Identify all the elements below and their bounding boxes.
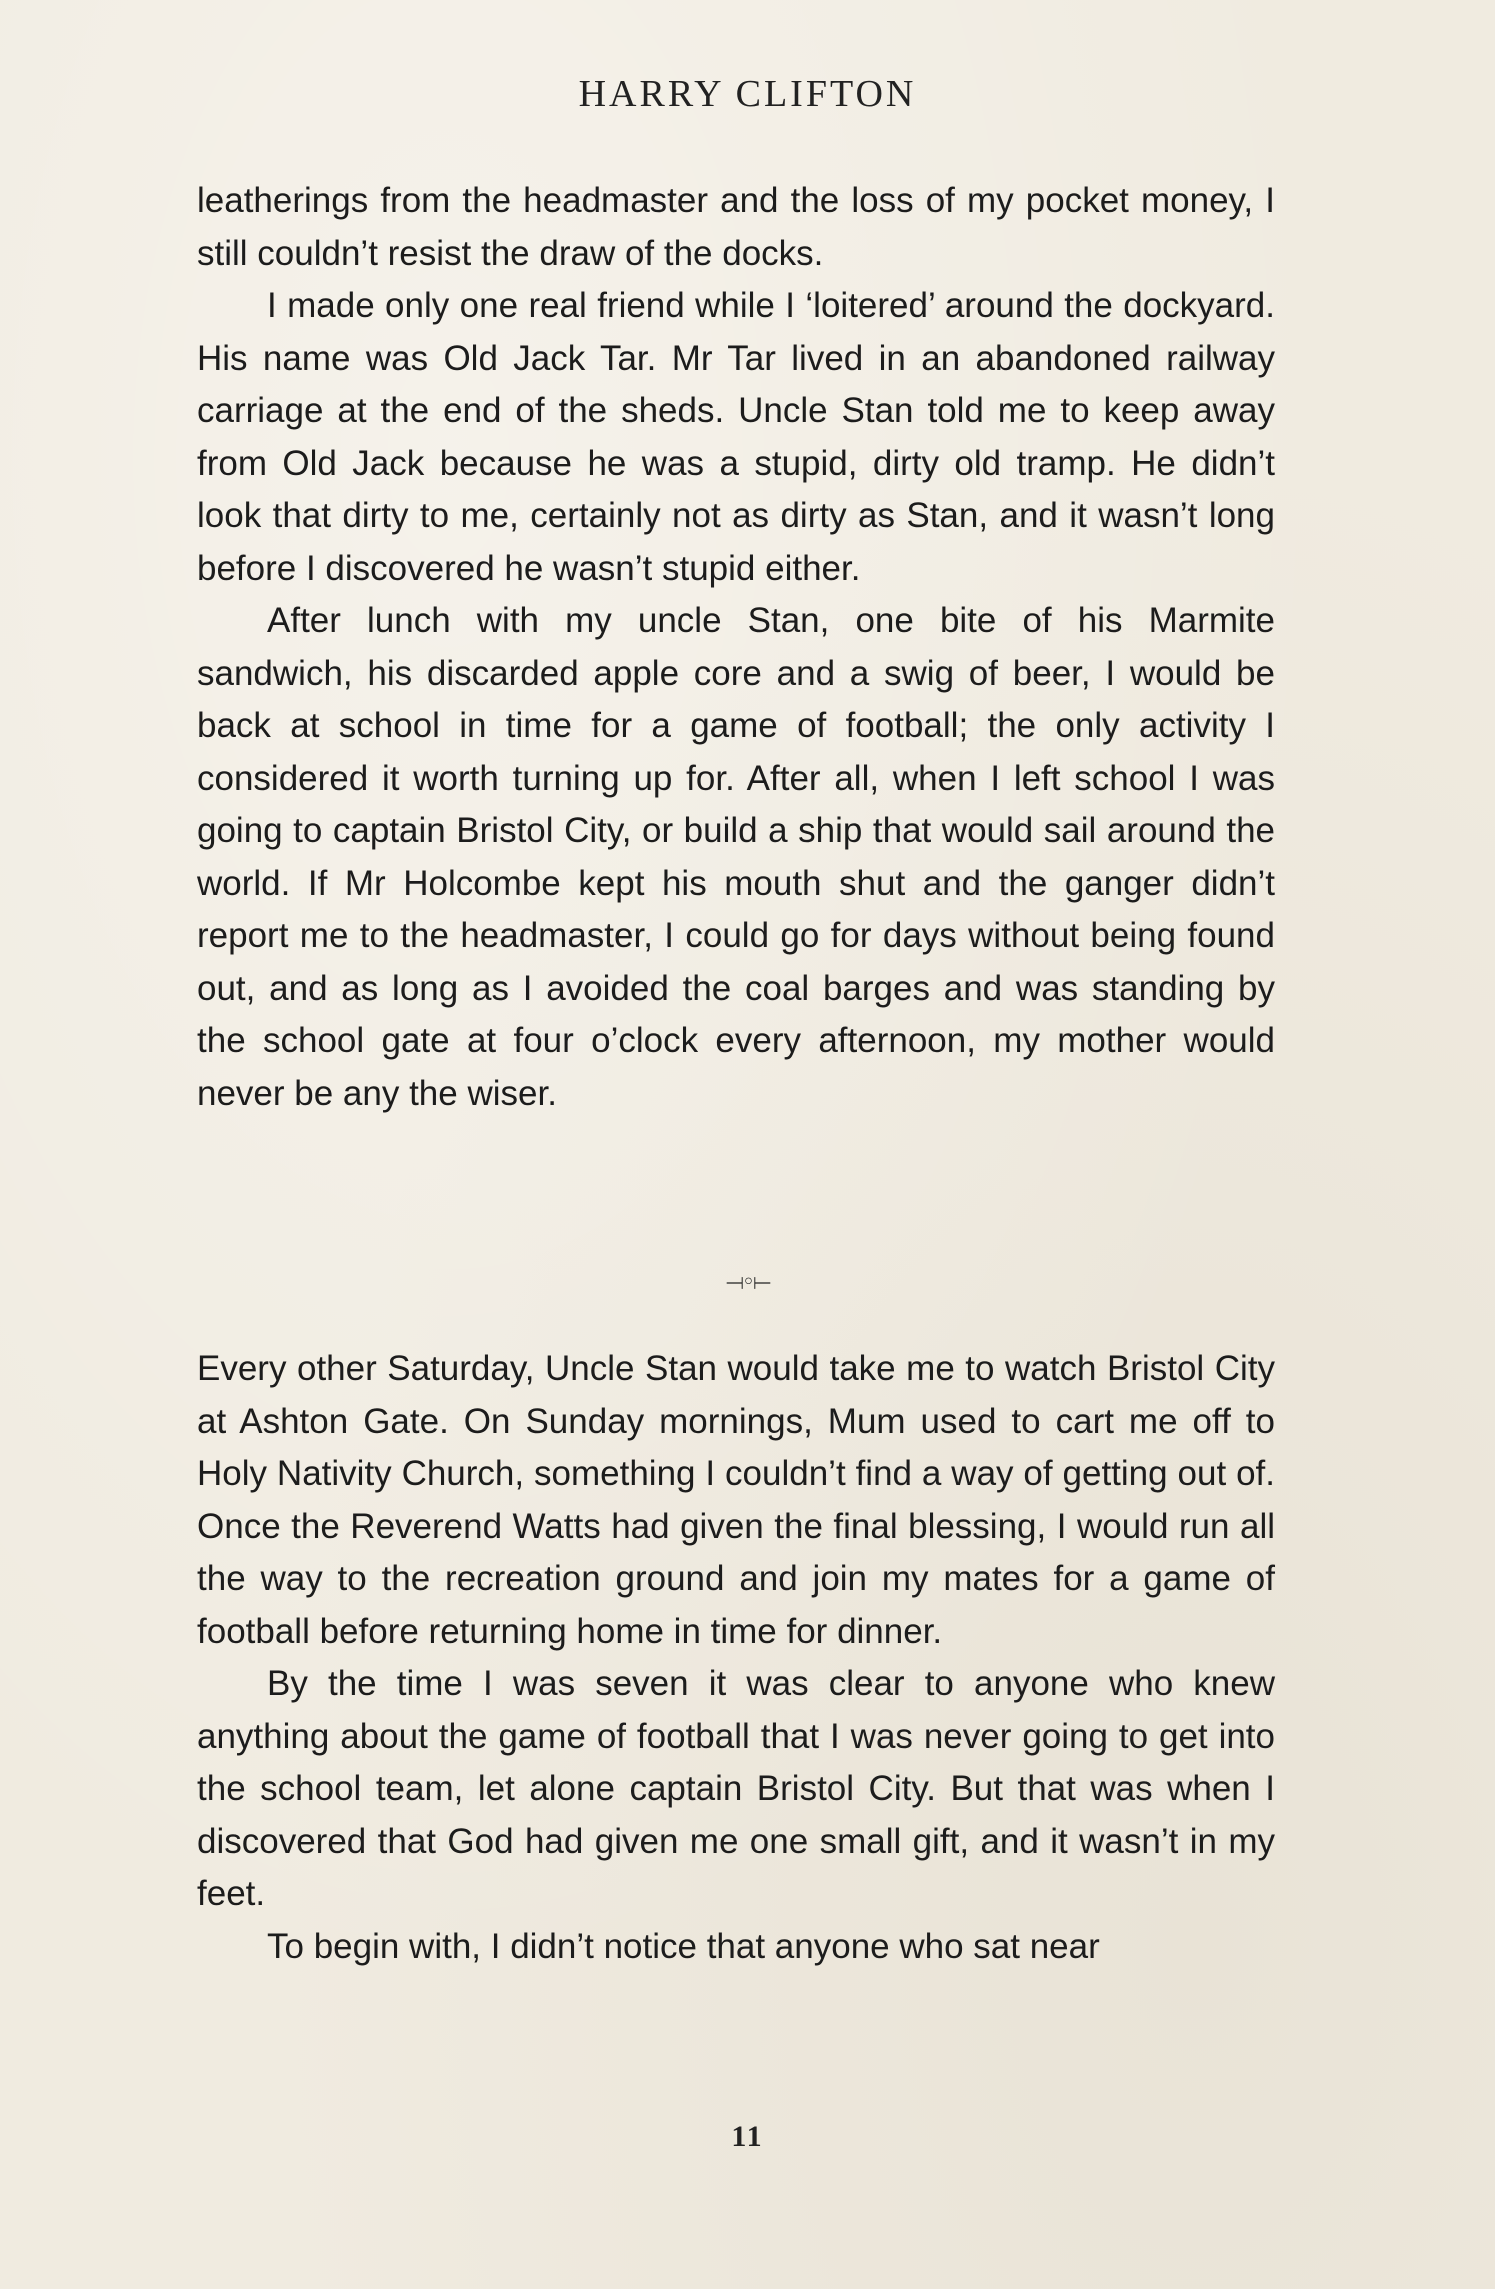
paragraph: leatherings from the headmaster and the loss of my pocket money, I still couldn’t resist the draw of the docks. [197,181,1275,273]
paragraph: Every other Saturday, Uncle Stan would take me to watch Bristol City at Ashton Gate. On Sunday mornings, Mum used to cart me off to Holy Nativity Church, something I couldn’t find a way of getting out of. Once the Reverend Watts had given the final blessing, I would run all the way to the recreation ground and join my mates for a game of football before returning home in time for dinner. [197,1349,1275,1651]
page-number: 11 [731,2120,764,2153]
text-block-1 [197,175,1275,1120]
section-break-ornament: ⟞◦⟝ [725,1270,770,1295]
paragraph: I made only one real friend while I ‘loitered’ around the dockyard. His name was Old Jack Tar. Mr Tar lived in an abandoned railway carriage at the end of the sheds. Uncle Stan told me to keep away from Old Jack because he was a stupid, dirty old tramp. He didn’t look that dirty to me, certainly not as dirty as Stan, and it wasn’t long before I discovered he wasn’t stupid either. [197,286,1275,588]
paragraph: After lunch with my uncle Stan, one bite of his Marmite sandwich, his discarded apple core and a swig of beer, I would be back at school in time for a game of football; the only activity I considered it worth turning up for. After all, when I left school I was going to captain Bristol City, or build a ship that would sail around the world. If Mr Holcombe kept his mouth shut and the ganger didn’t report me to the headmaster, I could go for days without being found out, and as long as I avoided the coal barges and was standing by the school gate at four o’clock every afternoon, my mother would never be any the wiser. [197,601,1275,1113]
paragraph: To begin with, I didn’t notice that anyone who sat near [267,1926,1100,1966]
text-block-2 [197,1343,1275,1973]
paragraph: By the time I was seven it was clear to anyone who knew anything about the game of football that I was never going to get into the school team, let alone captain Bristol City. But that was when I discovered that God had given me one small gift, and it wasn’t in my feet. [197,1664,1275,1913]
running-head: HARRY CLIFTON [578,73,917,115]
